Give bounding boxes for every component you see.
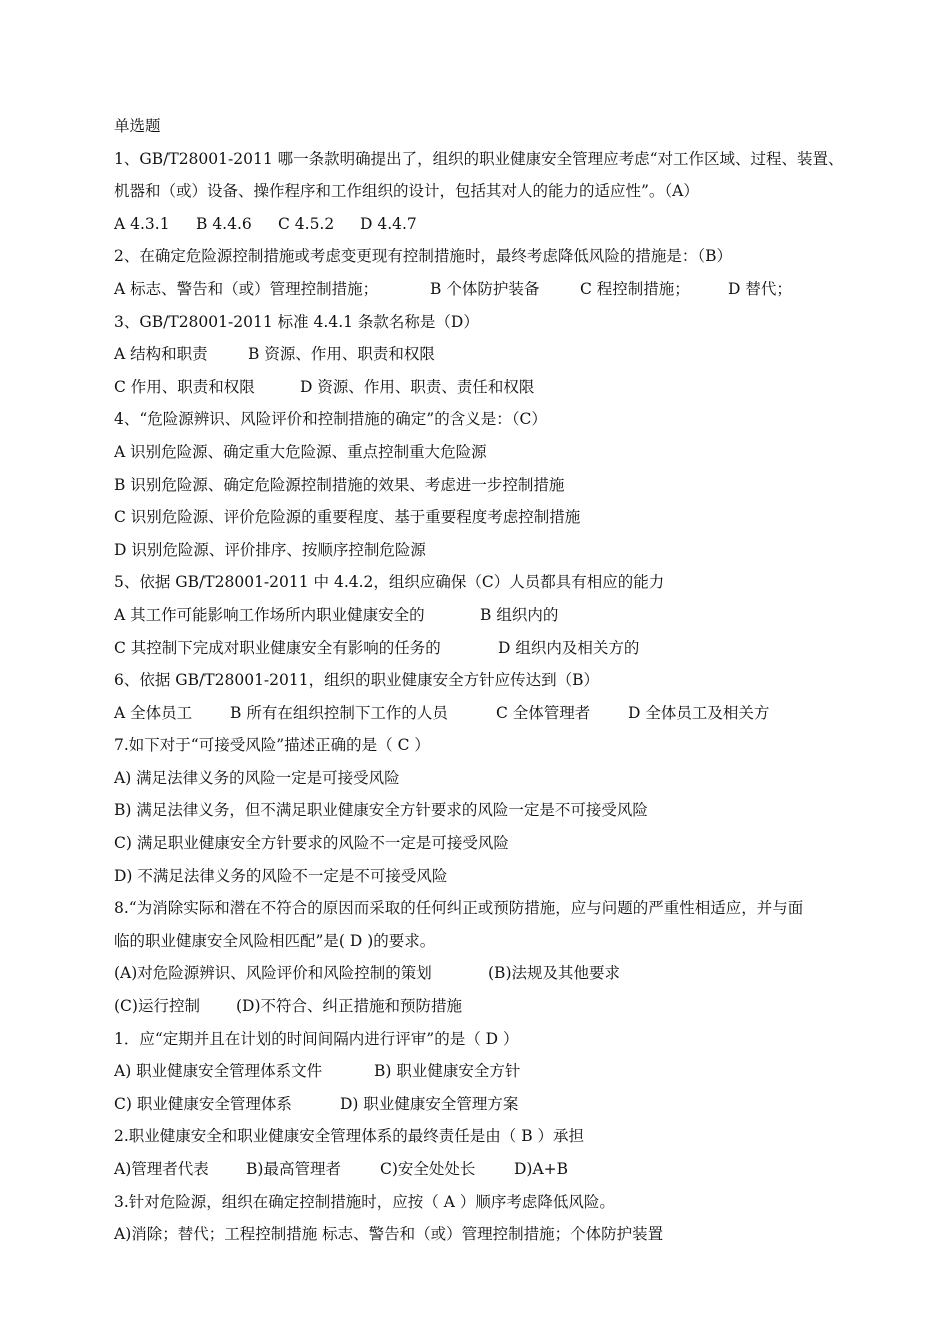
question-7-option-b: B) 满足法律义务，但不满足职业健康安全方针要求的风险一定是不可接受风险 (114, 801, 648, 820)
question-5-stem: 5、依据 GB/T28001-2011 中 4.4.2，组织应确保（C）人员都具有相应的能力 (114, 573, 665, 592)
option-c: C 作用、职责和权限 (114, 377, 255, 396)
question-7-stem: 7.如下对于“可接受风险”描述正确的是（ C ） (114, 736, 430, 755)
part2-question-3-stem: 3.针对危险源，组织在确定控制措施时，应按（ A ）顺序考虑降低风险。 (114, 1192, 615, 1211)
question-2-stem: 2、在确定危险源控制措施或考虑变更现有控制措施时，最终考虑降低风险的措施是：（B） (114, 247, 733, 266)
question-4-option-d: D 识别危险源、评价排序、按顺序控制危险源 (114, 540, 426, 559)
question-6-stem: 6、依据 GB/T28001-2011，组织的职业健康安全方针应传达到（B） (114, 671, 600, 690)
option-c: C 程控制措施； (580, 279, 690, 298)
option-c: C 全体管理者 (496, 703, 591, 722)
part2-question-3-option-a: A)消除；替代；工程控制措施 标志、警告和（或）管理控制措施；个体防护装置 (114, 1225, 664, 1244)
option-b: B 个体防护装备 (430, 279, 540, 298)
option-a: A 结构和职责 (114, 345, 208, 364)
option-d: D 全体员工及相关方 (628, 703, 770, 722)
question-3-stem: 3、GB/T28001-2011 标准 4.4.1 条款名称是（D） (114, 312, 479, 331)
option-d: D 4.4.7 (360, 214, 417, 233)
question-7-option-d: D) 不满足法律义务的风险不一定是不可接受风险 (114, 866, 448, 885)
section-title: 单选题 (114, 117, 161, 135)
option-d: D)A+B (514, 1160, 569, 1178)
option-a: A 4.3.1 (114, 214, 170, 233)
question-3-options-row1 (114, 338, 874, 371)
option-b: B 组织内的 (480, 605, 559, 624)
question-5-options-row1 (114, 599, 874, 632)
option-d: D 资源、作用、职责、责任和权限 (300, 377, 535, 396)
option-c: C)安全处处长 (380, 1160, 476, 1178)
question-4-stem: 4、“危险源辨识、风险评价和控制措施的确定”的含义是：（C） (114, 410, 547, 429)
question-1-options (114, 208, 874, 241)
question-1-stem-line2: 机器和（或）设备、操作程序和工作组织的设计，包括其对人的能力的适应性”。（A） (114, 182, 699, 201)
option-b: (B)法规及其他要求 (488, 964, 620, 983)
question-4-option-c: C 识别危险源、评价危险源的重要程度、基于重要程度考虑控制措施 (114, 508, 581, 527)
option-b: B) 职业健康安全方针 (374, 1062, 521, 1081)
option-a: A) 职业健康安全管理体系文件 (114, 1062, 323, 1081)
question-8-options-row1 (114, 957, 874, 990)
option-c: C 其控制下完成对职业健康安全有影响的任务的 (114, 638, 441, 657)
option-d: D 组织内及相关方的 (498, 638, 640, 657)
question-7-option-c: C) 满足职业健康安全方针要求的风险不一定是可接受风险 (114, 834, 509, 853)
option-b: B 4.4.6 (196, 214, 252, 233)
question-4-option-b: B 识别危险源、确定危险源控制措施的效果、考虑进一步控制措施 (114, 475, 565, 494)
question-7-option-a: A) 满足法律义务的风险一定是可接受风险 (114, 768, 400, 787)
part2-question-1-options-row2 (114, 1088, 874, 1121)
question-8-options-row2 (114, 990, 874, 1023)
document-page (114, 110, 874, 1251)
question-5-options-row2 (114, 632, 874, 665)
option-d: D) 职业健康安全管理方案 (340, 1094, 519, 1113)
option-b: B 所有在组织控制下工作的人员 (230, 703, 448, 722)
part2-question-1-stem: 1．应“定期并且在计划的时间间隔内进行评审”的是（ D ） (114, 1029, 519, 1048)
part2-question-2-options (114, 1153, 874, 1186)
part2-question-1-options-row1 (114, 1055, 874, 1088)
option-a: A 其工作可能影响工作场所内职业健康安全的 (114, 605, 425, 624)
question-1-stem-line1: 1、GB/T28001-2011 哪一条款明确提出了，组织的职业健康安全管理应考虑“对工作区域、过程、装置、 (114, 149, 844, 168)
question-3-options-row2 (114, 371, 874, 404)
option-a: (A)对危险源辨识、风险评价和风险控制的策划 (114, 964, 432, 983)
option-a: A)管理者代表 (114, 1160, 209, 1178)
option-b: B)最高管理者 (246, 1160, 341, 1178)
question-4-option-a: A 识别危险源、确定重大危险源、重点控制重大危险源 (114, 442, 487, 461)
option-a: A 标志、警告和（或）管理控制措施； (114, 279, 379, 298)
option-a: A 全体员工 (114, 703, 193, 722)
question-8-stem-line1: 8.“为消除实际和潜在不符合的原因而采取的任何纠正或预防措施，应与问题的严重性相适应，并与面 (114, 899, 804, 918)
question-2-options (114, 273, 874, 306)
question-6-options (114, 697, 874, 730)
option-c: (C)运行控制 (114, 997, 200, 1016)
option-c: C) 职业健康安全管理体系 (114, 1094, 292, 1113)
option-d: D 替代； (728, 279, 792, 298)
option-b: B 资源、作用、职责和权限 (248, 345, 435, 364)
option-d: (D)不符合、纠正措施和预防措施 (236, 997, 463, 1016)
option-c: C 4.5.2 (278, 214, 335, 233)
question-8-stem-line2: 临的职业健康安全风险相匹配”是( D )的要求。 (114, 931, 436, 950)
part2-question-2-stem: 2.职业健康安全和职业健康安全管理体系的最终责任是由（ B ）承担 (114, 1127, 585, 1146)
